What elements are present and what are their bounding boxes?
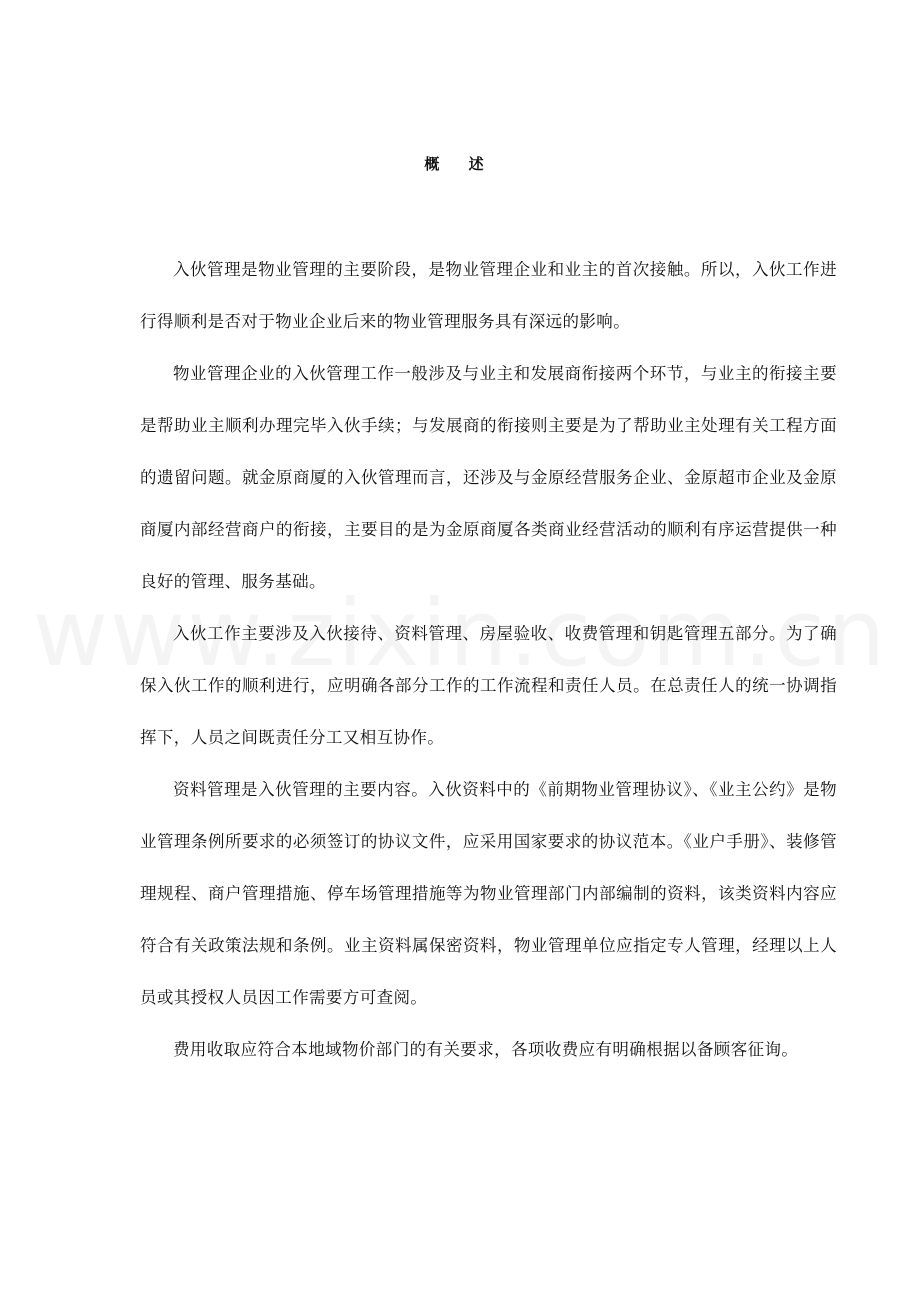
document-body [140, 244, 837, 1076]
page-title: 概 述 [424, 155, 496, 173]
paragraph-1: 入伙管理是物业管理的主要阶段，是物业管理企业和业主的首次接触。所以，入伙工作进行得顺利是否对于物业企业后来的物业管理服务具有深远的影响。 [140, 260, 837, 331]
paragraph-2: 物业管理企业的入伙管理工作一般涉及与业主和发展商衔接两个环节，与业主的衔接主要是帮助业主顺利办理完毕入伙手续；与发展商的衔接则主要是为了帮助业主处理有关工程方面的遗留问题。就金原商厦的入伙管理而言，还涉及与金原经营服务企业、金原超市企业及金原商厦内部经营商户的衔接，主要目的是为金原商厦各类商业经营活动的顺利有序运营提供一种良好的管理、服务基础。 [140, 364, 837, 591]
paragraph-4: 资料管理是入伙管理的主要内容。入伙资料中的《前期物业管理协议》、《业主公约》是物业管理条例所要求的必须签订的协议文件，应采用国家要求的协议范本。《业户手册》、装修管理规程、商户管理措施、停车场管理措施等为物业管理部门内部编制的资料，该类资料内容应符合有关政策法规和条例。业主资料属保密资料，物业管理单位应指定专人管理，经理以上人员或其授权人员因工作需要方可查阅。 [140, 780, 837, 1007]
paragraph-5: 费用收取应符合本地域物价部门的有关要求，各项收费应有明确根据以备顾客征询。 [173, 1040, 799, 1059]
paragraph-3: 入伙工作主要涉及入伙接待、资料管理、房屋验收、收费管理和钥匙管理五部分。为了确保入伙工作的顺利进行，应明确各部分工作的工作流程和责任人员。在总责任人的统一协调指挥下，人员之间既责任分工又相互协作。 [140, 624, 837, 747]
